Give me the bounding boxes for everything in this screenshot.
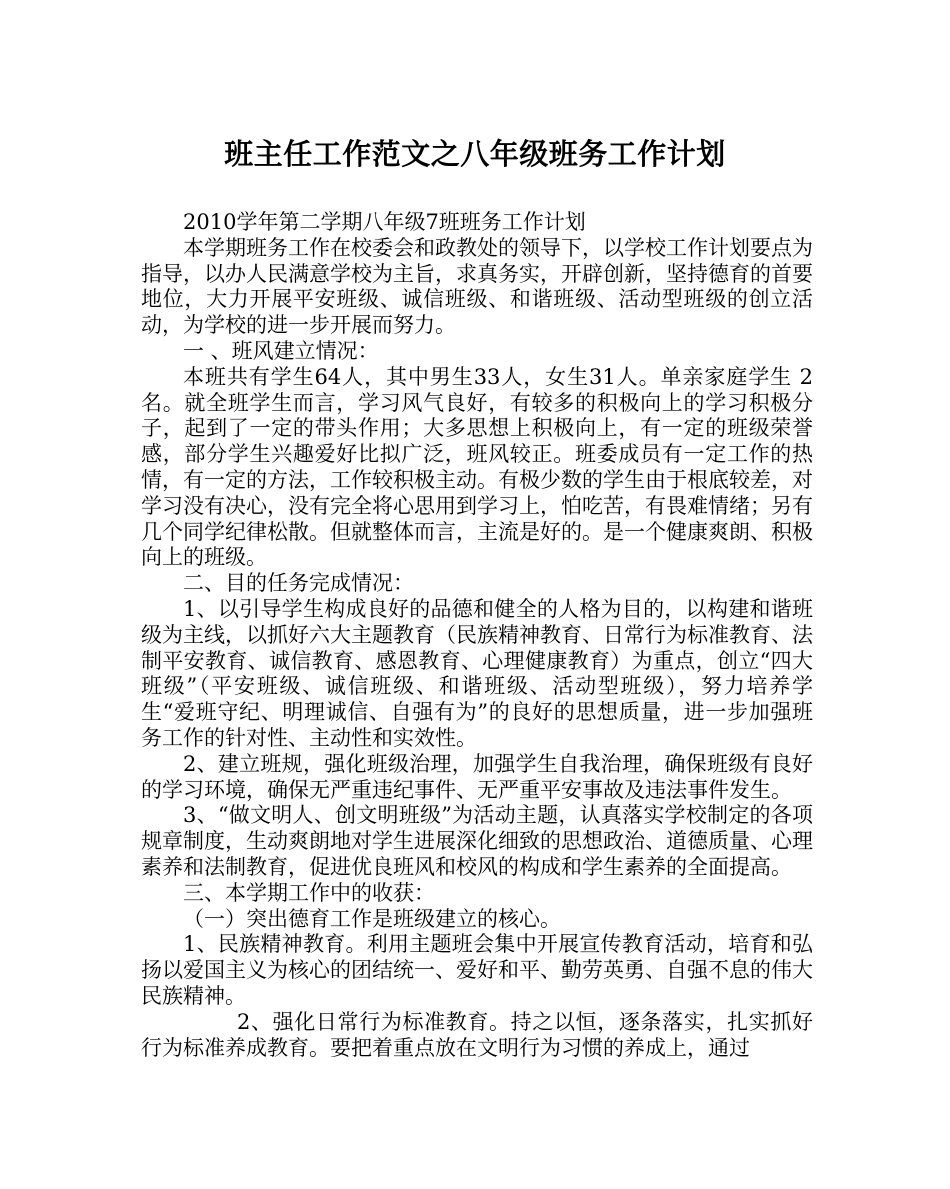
paragraph-gain-1: 1、民族精神教育。利用主题班会集中开展宣传教育活动，培育和弘扬以爱国主义为核心的团结统一、爱好和平、勤劳英勇、自强不息的伟大民族精神。 bbox=[141, 932, 813, 1008]
paragraph-goal-1: 1、以引导学生构成良好的品德和健全的人格为目的，以构建和谐班级为主线，以抓好六大主题教育（民族精神教育、日常行为标准教育、法制平安教育、诚信教育、感恩教育、心理健康教育）为重点，创立“四大班级”（平安班级、诚信班级、和谐班级、活动型班级），努力培养学生“爱班守纪、明理诚信、自强有为”的良好的思想质量，进一步加强班务工作的针对性、主动性和实效性。 bbox=[141, 596, 813, 750]
subsection-heading-moral: （一）突出德育工作是班级建立的核心。 bbox=[183, 906, 561, 931]
paragraph-class-situation: 本班共有学生64人，其中男生33人，女生31人。单亲家庭学生 2名。就全班学生而言，学习风气良好，有较多的积极向上的学习积极分子，起到了一定的带头作用；大多思想上积极向上，有一定的班级荣誉感，部分学生兴趣爱好比拟广泛，班风较正。班委成员有一定工作的热情，有一定的方法，工作较积极主动。有极少数的学生由于根底较差，对学习没有决心，没有完全将心思用到学习上，怕吃苦，有畏难情绪；另有几个同学纪律松散。但就整体而言，主流是好的。是一个健康爽朗、积极向上的班级。 bbox=[141, 364, 813, 570]
section-heading-goals: 二、目的任务完成情况： bbox=[183, 571, 414, 596]
section-heading-gains: 三、本学期工作中的收获： bbox=[183, 880, 435, 905]
document-title: 班主任工作范文之八年级班务工作计划 bbox=[224, 137, 726, 171]
paragraph-intro: 本学期班务工作在校委会和政教处的领导下，以学校工作计划要点为指导，以办人民满意学校为主旨，求真务实，开辟创新，坚持德育的首要地位，大力开展平安班级、诚信班级、和谐班级、活动型班级的创立活动，为学校的进一步开展而努力。 bbox=[141, 235, 813, 338]
paragraph-goal-3: 3、“做文明人、创文明班级”为活动主题，认真落实学校制定的各项规章制度，生动爽朗地对学生进展深化细致的思想政治、道德质量、心理素养和法制教育，促进优良班风和校风的构成和学生素养的全面提高。 bbox=[141, 803, 813, 879]
section-heading-class-style: 一 、班风建立情况： bbox=[183, 338, 379, 363]
document-body bbox=[141, 210, 813, 1061]
paragraph-class-plan-heading: 2010学年第二学期八年级7班班务工作计划 bbox=[183, 210, 586, 234]
paragraph-goal-2: 2、建立班规，强化班级治理，加强学生自我治理，确保班级有良好的学习环境，确保无严重违纪事件、无严重平安事故及违法事件发生。 bbox=[141, 751, 813, 802]
paragraph-gain-2: 2、强化日常行为标准教育。持之以恒，逐条落实，扎实抓好行为标准养成教育。要把着重点放在文明行为习惯的养成上，通过 bbox=[141, 1009, 813, 1060]
